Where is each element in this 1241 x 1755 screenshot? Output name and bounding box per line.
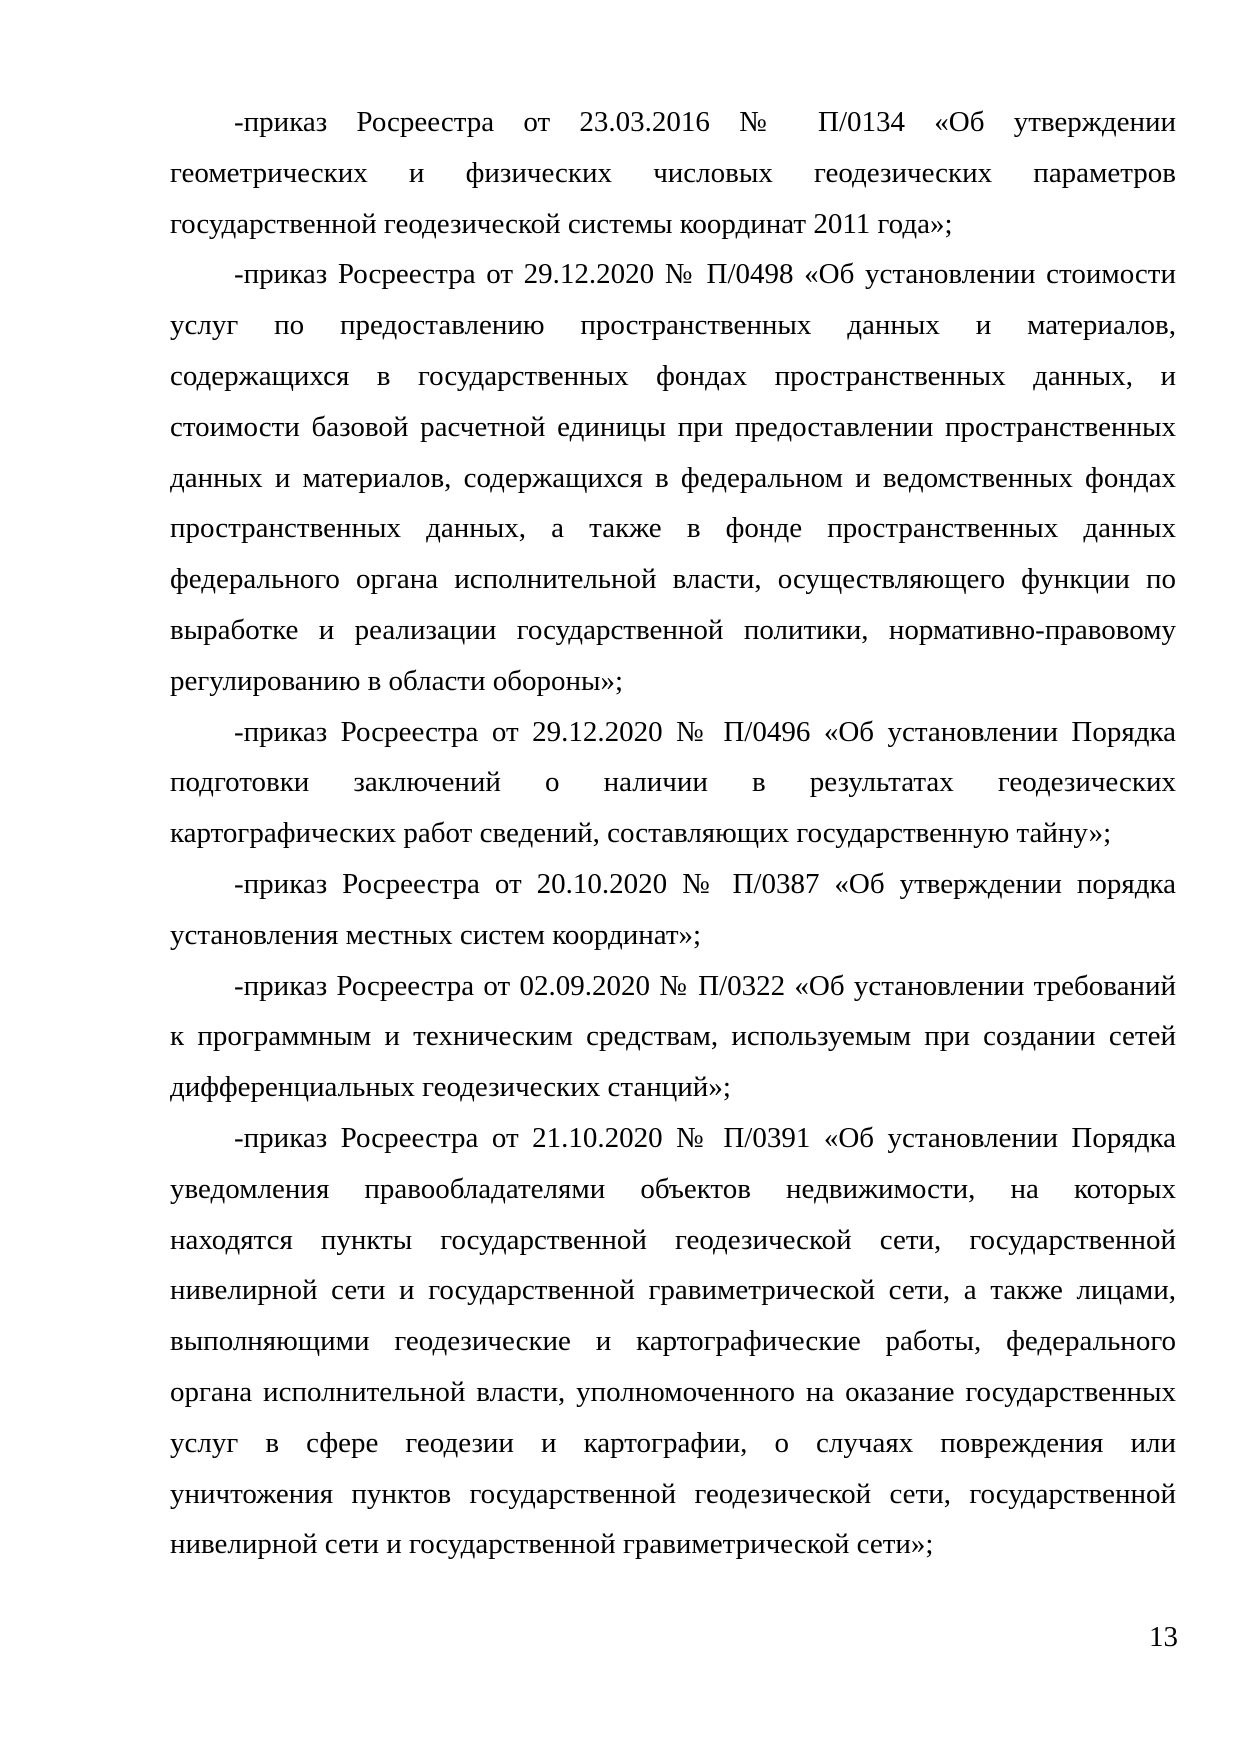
text-block — [170, 97, 1176, 1570]
text-line: -приказ Росреестра от 29.12.2020 № П/0498 «Об установлении стоимости — [234, 258, 1176, 291]
text-line: уведомления правообладателями объектов недвижимости, на которых — [170, 1172, 1176, 1205]
paragraph — [170, 961, 1176, 1113]
text-line: картографических работ сведений, составляющих государственную тайну»; — [170, 817, 1112, 850]
paragraph — [170, 97, 1176, 249]
paragraph — [170, 707, 1176, 859]
text-line: подготовки заключений о наличии в результатах геодезических — [170, 766, 1176, 799]
text-line: к программным и техническим средствам, используемым при создании сетей — [170, 1020, 1176, 1053]
text-line: данных и материалов, содержащихся в федеральном и ведомственных фондах — [170, 461, 1176, 494]
text-line: выработке и реализации государственной политики, нормативно-правовому — [170, 613, 1176, 646]
paragraph — [170, 1113, 1176, 1570]
text-line: услуг в сфере геодезии и картографии, о случаях повреждения или — [170, 1426, 1176, 1459]
text-line: -приказ Росреестра от 29.12.2020 № П/0496 «Об установлении Порядка — [234, 715, 1176, 748]
text-line: органа исполнительной власти, уполномоченного на оказание государственных — [170, 1375, 1176, 1408]
text-line: установления местных систем координат»; — [170, 918, 702, 951]
text-line: содержащихся в государственных фондах пространственных данных, и — [170, 359, 1176, 392]
text-line: -приказ Росреестра от 23.03.2016 № П/0134 «Об утверждении — [234, 106, 1176, 138]
page-number: 13 — [1149, 1621, 1178, 1653]
text-line: -приказ Росреестра от 20.10.2020 № П/0387 «Об утверждении порядка — [234, 867, 1176, 900]
text-line: регулированию в области обороны»; — [170, 664, 624, 697]
text-line: -приказ Росреестра от 21.10.2020 № П/0391 «Об установлении Порядка — [234, 1121, 1176, 1154]
text-line: геометрических и физических числовых геодезических параметров — [170, 156, 1176, 189]
text-line: нивелирной сети и государственной гравиметрической сети»; — [170, 1528, 934, 1561]
text-line: нивелирной сети и государственной гравиметрической сети, а также лицами, — [170, 1274, 1176, 1307]
paragraph — [170, 249, 1176, 706]
text-line: -приказ Росреестра от 02.09.2020 № П/0322 «Об установлении требований — [234, 969, 1176, 1002]
paragraph — [170, 859, 1176, 961]
text-line: услуг по предоставлению пространственных данных и материалов, — [170, 309, 1176, 342]
text-line: находятся пункты государственной геодезической сети, государственной — [170, 1223, 1176, 1256]
text-line: уничтожения пунктов государственной геодезической сети, государственной — [170, 1477, 1176, 1510]
text-line: выполняющими геодезические и картографические работы, федерального — [170, 1325, 1176, 1358]
text-line: пространственных данных, а также в фонде пространственных данных — [170, 512, 1176, 545]
text-line: федерального органа исполнительной власти, осуществляющего функции по — [170, 563, 1176, 596]
text-line: государственной геодезической системы координат 2011 года»; — [170, 207, 953, 240]
text-line: стоимости базовой расчетной единицы при предоставлении пространственных — [170, 410, 1176, 443]
text-line: дифференциальных геодезических станций»; — [170, 1071, 731, 1104]
